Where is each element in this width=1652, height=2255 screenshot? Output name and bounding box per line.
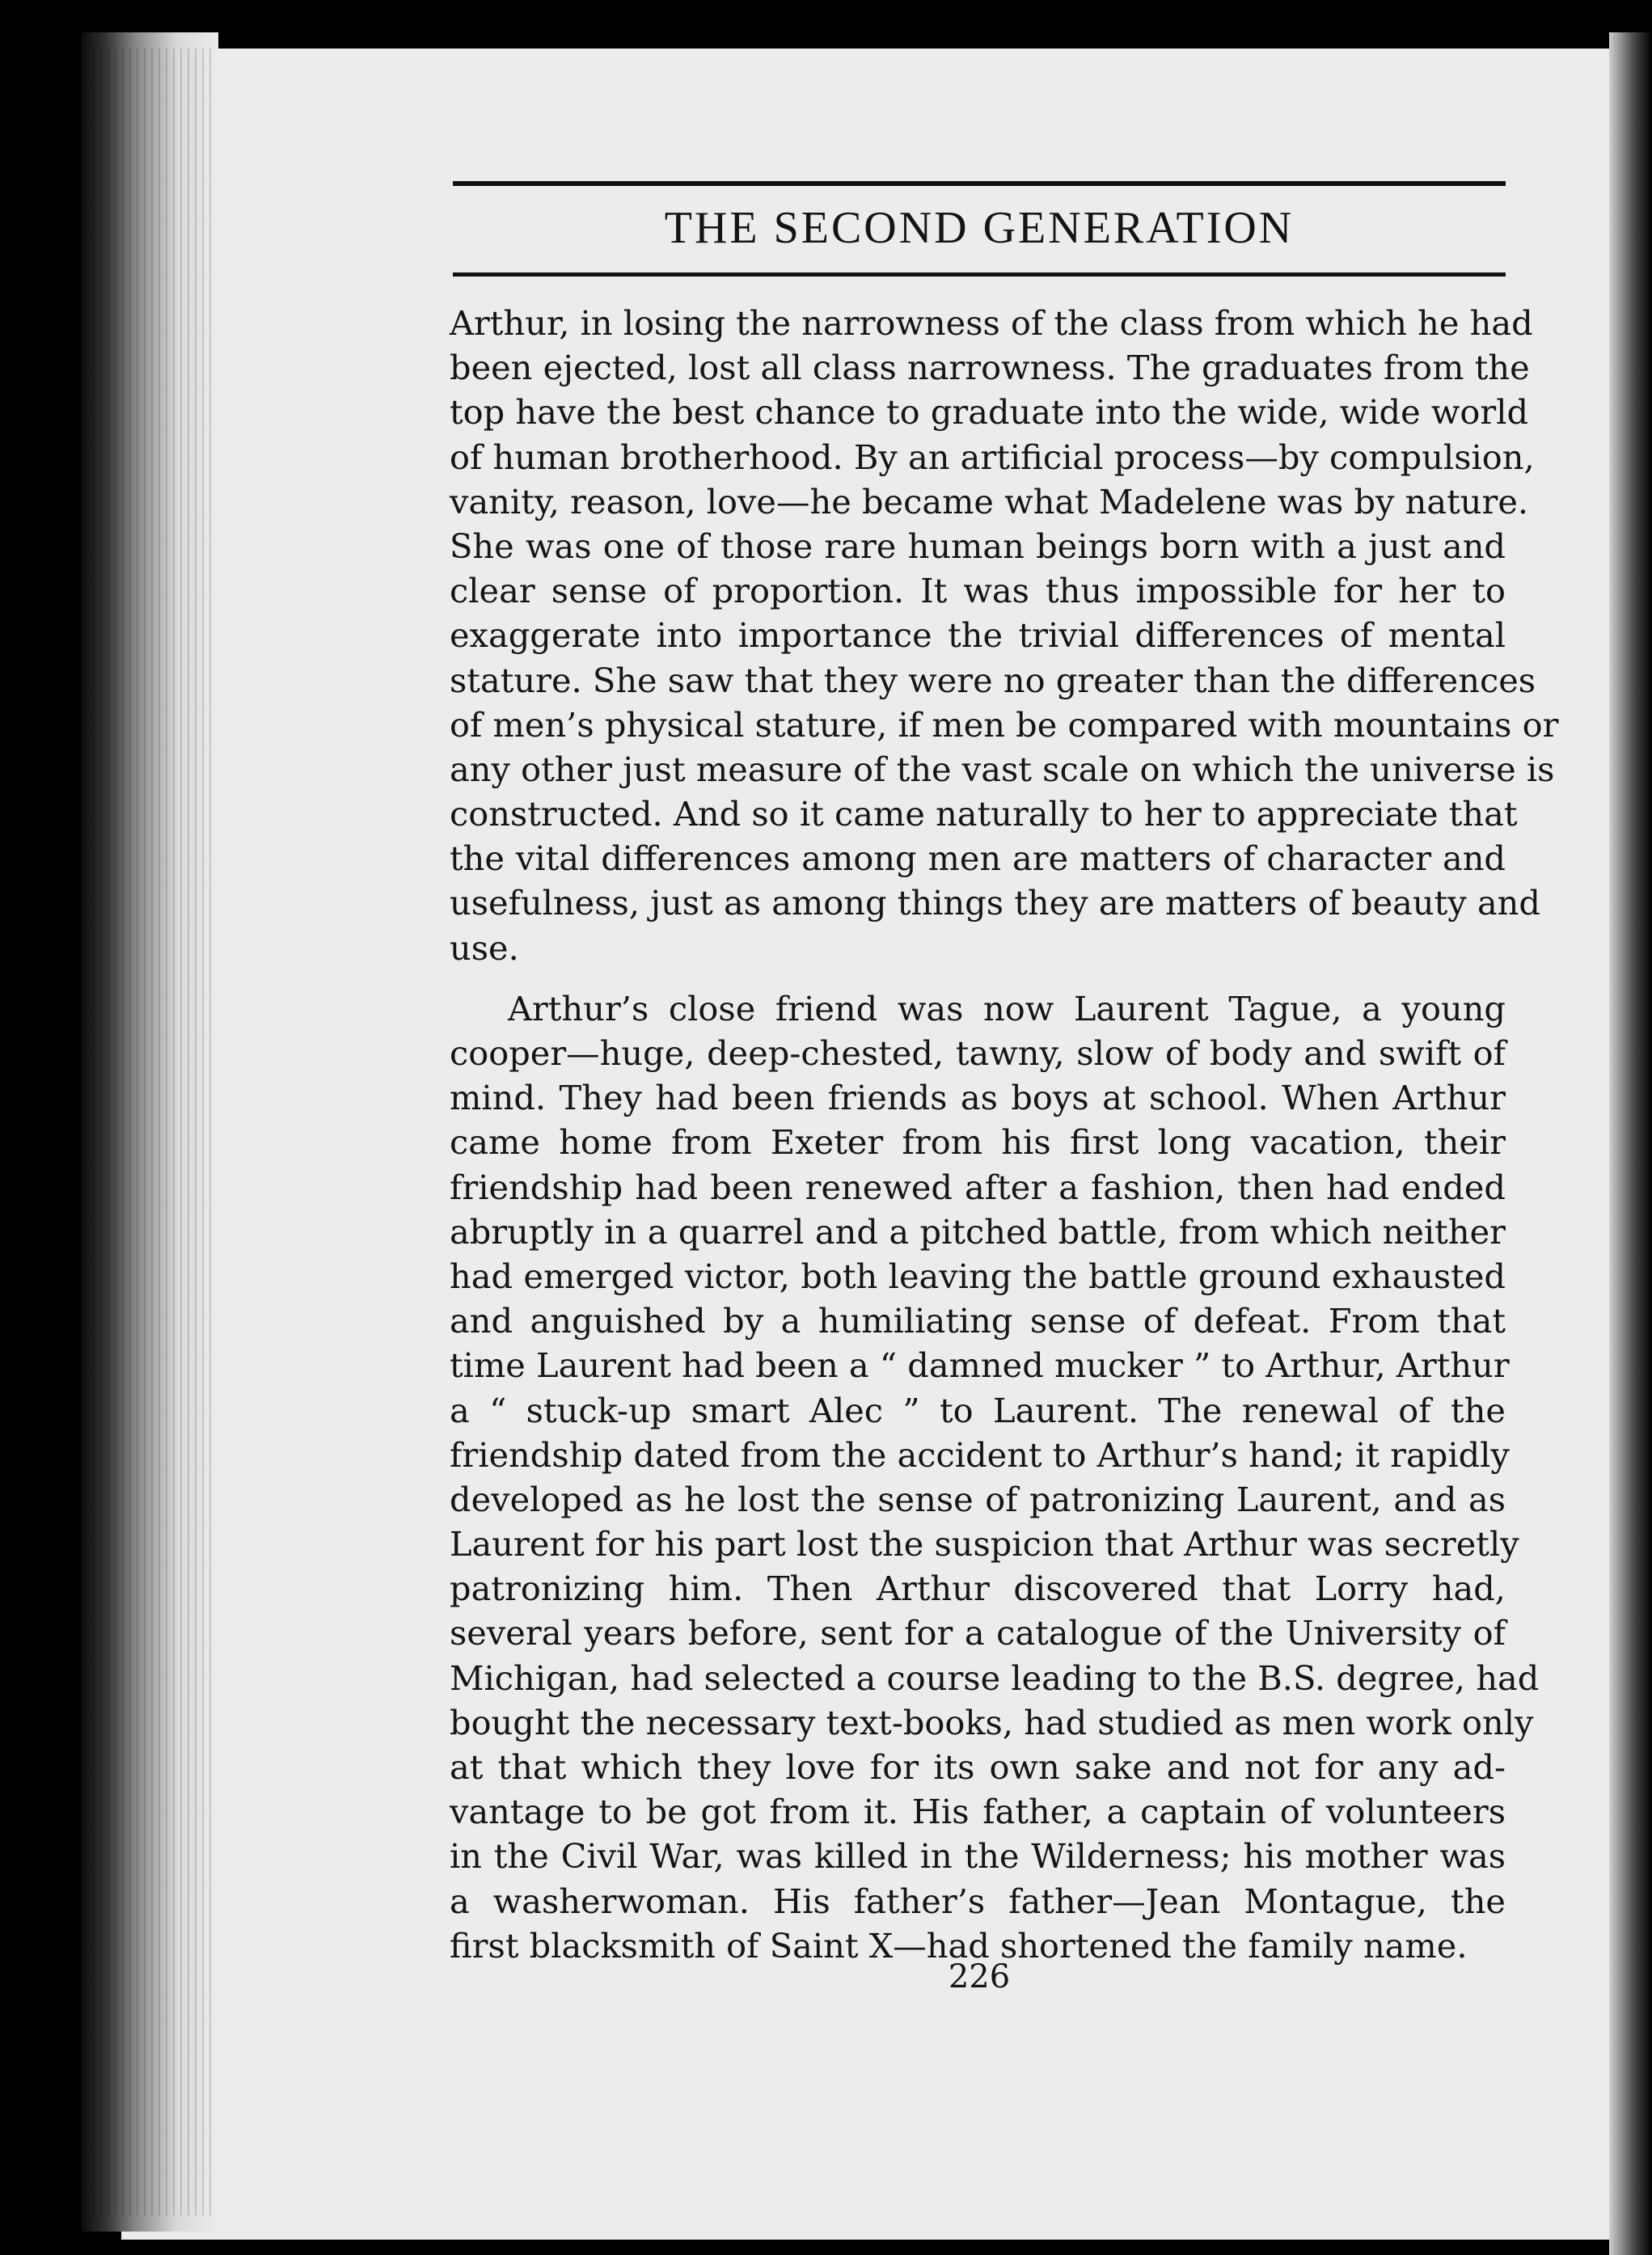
page-number: 226 [948, 1958, 1011, 1995]
text-line: patronizing him. Then Arthur discovered that Lorry had, [450, 1569, 1506, 1609]
text-line: constructed. And so it came naturally to her to appreciate that [450, 794, 1518, 834]
text-line: cooper—huge, deep-chested, tawny, slow of body and swift of [450, 1033, 1506, 1073]
paragraph [450, 301, 1559, 970]
text-line: abruptly in a quarrel and a pitched battle, from which neither [450, 1211, 1506, 1252]
text-line: of men’s physical stature, if men be compared with mountains or [450, 704, 1559, 745]
text-line: Arthur, in losing the narrowness of the class from which he had [450, 303, 1533, 343]
text-line: friendship dated from the accident to Arthur’s hand; it rapidly [450, 1434, 1510, 1475]
text-line: She was one of those rare human beings born with a just and [450, 526, 1506, 566]
header-rule-top [453, 181, 1506, 186]
text-line: a “ stuck-up smart Alec ” to Laurent. The renewal of the [450, 1390, 1506, 1430]
text-line: clear sense of proportion. It was thus impossible for her to [450, 571, 1506, 611]
text-line: a washerwoman. His father’s father—Jean Montague, the [450, 1881, 1506, 1921]
text-line: and anguished by a humiliating sense of defeat. From that [450, 1301, 1506, 1341]
text-line: at that which they love for its own sake and not for any ad- [450, 1747, 1506, 1787]
text-line: vantage to be got from it. His father, a captain of volunteers [450, 1792, 1506, 1832]
text-line: developed as he lost the sense of patronizing Laurent, and as [450, 1479, 1506, 1519]
text-line: of human brotherhood. By an artificial process—by compulsion, [450, 437, 1535, 477]
text-line: vanity, reason, love—he became what Madelene was by nature. [450, 481, 1529, 522]
header-rule-bottom [453, 272, 1506, 277]
page-edge-texture [93, 49, 214, 2215]
text-line: use. [450, 927, 519, 968]
text-line: usefulness, just as among things they are matters of beauty and [450, 883, 1540, 923]
text-line: friendship had been renewed after a fashion, then had ended [450, 1167, 1506, 1207]
text-line: mind. They had been friends as boys at school. When Arthur [450, 1078, 1506, 1118]
text-line: the vital differences among men are matters of character and [450, 838, 1506, 879]
text-line: exaggerate into importance the trivial differences of mental [450, 615, 1506, 656]
text-line: any other just measure of the vast scale on which the universe is [450, 749, 1555, 789]
text-line: top have the best chance to graduate into the wide, wide world [450, 392, 1529, 433]
body-text [450, 301, 1559, 1968]
text-line: Arthur’s close friend was now Laurent Tague, a young [508, 988, 1506, 1028]
text-line: several years before, sent for a catalogue of the University of [450, 1613, 1506, 1653]
text-line: Laurent for his part lost the suspicion that Arthur was secretly [450, 1524, 1519, 1565]
text-line: bought the necessary text-books, had studied as men work only [450, 1702, 1534, 1742]
text-line: Michigan, had selected a course leading to the B.S. degree, had [450, 1657, 1540, 1698]
text-line: in the Civil War, was killed in the Wilderness; his mother was [450, 1836, 1506, 1877]
running-head: THE SECOND GENERATION [664, 203, 1295, 253]
text-line: been ejected, lost all class narrowness. The graduates from the [450, 348, 1530, 388]
text-line: came home from Exeter from his first long vacation, their [450, 1122, 1506, 1163]
text-line: time Laurent had been a “ damned mucker ” to Arthur, Arthur [450, 1345, 1510, 1386]
text-line: first blacksmith of Saint X—had shortened the family name. [450, 1925, 1468, 1966]
text-line: had emerged victor, both leaving the battle ground exhausted [450, 1256, 1506, 1296]
right-page-edge [1609, 32, 1652, 2255]
paragraph [450, 986, 1540, 1968]
text-line: stature. She saw that they were no greater than the differences [450, 660, 1536, 700]
